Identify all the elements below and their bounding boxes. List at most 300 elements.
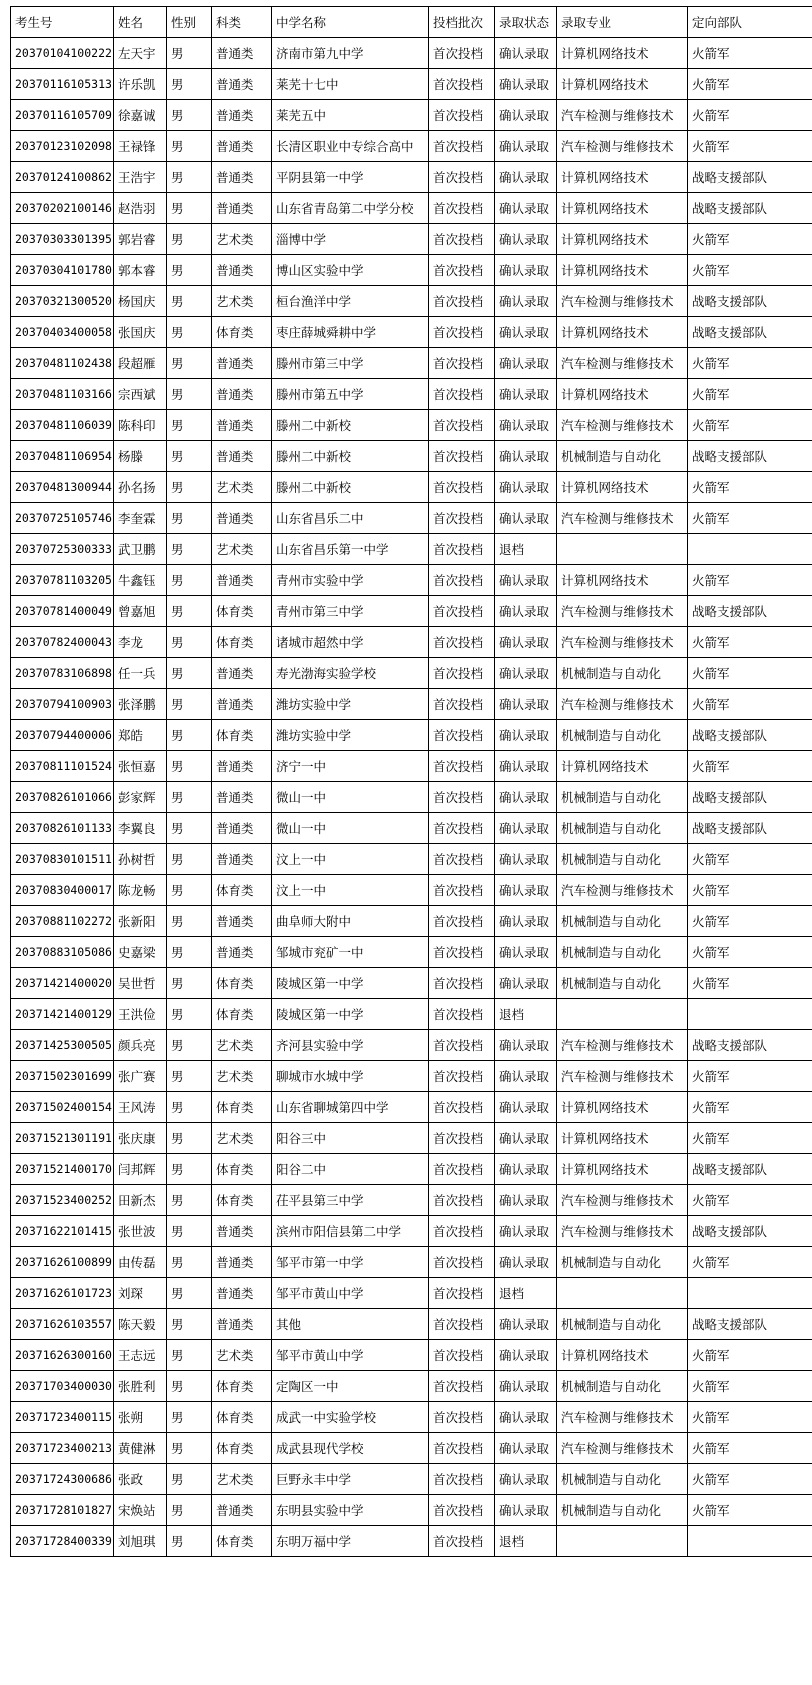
gender-cell: 男 xyxy=(167,1030,212,1061)
gender-cell: 男 xyxy=(167,751,212,782)
major-cell: 机械制造与自动化 xyxy=(557,782,688,813)
gender-cell: 男 xyxy=(167,1464,212,1495)
school-cell: 枣庄薛城舜耕中学 xyxy=(272,317,429,348)
school-cell: 滕州二中新校 xyxy=(272,441,429,472)
name-cell: 杨国庆 xyxy=(114,286,167,317)
table-row xyxy=(11,596,812,627)
major-cell: 汽车检测与维修技术 xyxy=(557,410,688,441)
batch-cell: 首次投档 xyxy=(429,1402,495,1433)
exam-id-cell: 20370123102098 xyxy=(11,131,114,162)
table-row xyxy=(11,565,812,596)
major-cell: 机械制造与自动化 xyxy=(557,1309,688,1340)
gender-cell: 男 xyxy=(167,1309,212,1340)
name-cell: 陈天毅 xyxy=(114,1309,167,1340)
major-cell: 机械制造与自动化 xyxy=(557,1371,688,1402)
gender-cell: 男 xyxy=(167,1185,212,1216)
table-row xyxy=(11,689,812,720)
unit-cell: 火箭军 xyxy=(688,1464,812,1495)
batch-cell: 首次投档 xyxy=(429,1061,495,1092)
school-cell: 微山一中 xyxy=(272,782,429,813)
school-cell: 滕州二中新校 xyxy=(272,472,429,503)
school-cell: 青州市第三中学 xyxy=(272,596,429,627)
unit-cell: 火箭军 xyxy=(688,255,812,286)
name-cell: 王风涛 xyxy=(114,1092,167,1123)
table-row xyxy=(11,286,812,317)
unit-cell: 战略支援部队 xyxy=(688,720,812,751)
batch-cell: 首次投档 xyxy=(429,906,495,937)
exam-id-cell: 20370303301395 xyxy=(11,224,114,255)
gender-cell: 男 xyxy=(167,1495,212,1526)
table-row xyxy=(11,627,812,658)
name-cell: 段超雁 xyxy=(114,348,167,379)
major-cell: 汽车检测与维修技术 xyxy=(557,1402,688,1433)
name-cell: 张胜利 xyxy=(114,1371,167,1402)
table-row xyxy=(11,1278,812,1309)
gender-cell: 男 xyxy=(167,1216,212,1247)
school-cell: 茌平县第三中学 xyxy=(272,1185,429,1216)
status-cell: 确认录取 xyxy=(495,844,557,875)
category-cell: 体育类 xyxy=(212,1371,272,1402)
gender-cell: 男 xyxy=(167,1092,212,1123)
batch-cell: 首次投档 xyxy=(429,503,495,534)
unit-cell: 火箭军 xyxy=(688,565,812,596)
batch-cell: 首次投档 xyxy=(429,875,495,906)
category-cell: 普通类 xyxy=(212,348,272,379)
school-cell: 汶上一中 xyxy=(272,875,429,906)
gender-cell: 男 xyxy=(167,875,212,906)
major-cell: 计算机网络技术 xyxy=(557,69,688,100)
exam-id-cell: 20370783106898 xyxy=(11,658,114,689)
exam-id-cell: 20370481106039 xyxy=(11,410,114,441)
gender-cell: 男 xyxy=(167,1247,212,1278)
unit-cell xyxy=(688,999,812,1030)
unit-cell: 战略支援部队 xyxy=(688,1216,812,1247)
status-cell: 确认录取 xyxy=(495,193,557,224)
school-cell: 成武县现代学校 xyxy=(272,1433,429,1464)
gender-cell: 男 xyxy=(167,1526,212,1557)
unit-cell: 火箭军 xyxy=(688,658,812,689)
table-row xyxy=(11,1402,812,1433)
name-cell: 杨滕 xyxy=(114,441,167,472)
gender-cell: 男 xyxy=(167,224,212,255)
category-cell: 体育类 xyxy=(212,720,272,751)
school-cell: 其他 xyxy=(272,1309,429,1340)
unit-cell: 战略支援部队 xyxy=(688,596,812,627)
exam-id-cell: 20371626103557 xyxy=(11,1309,114,1340)
unit-cell: 火箭军 xyxy=(688,1371,812,1402)
major-cell: 机械制造与自动化 xyxy=(557,720,688,751)
category-cell: 普通类 xyxy=(212,658,272,689)
category-cell: 艺术类 xyxy=(212,534,272,565)
major-cell xyxy=(557,1278,688,1309)
unit-cell xyxy=(688,1278,812,1309)
name-cell: 田新杰 xyxy=(114,1185,167,1216)
category-cell: 艺术类 xyxy=(212,1123,272,1154)
gender-cell: 男 xyxy=(167,1154,212,1185)
school-cell: 青州市实验中学 xyxy=(272,565,429,596)
name-cell: 牛鑫钰 xyxy=(114,565,167,596)
school-cell: 潍坊实验中学 xyxy=(272,720,429,751)
exam-id-cell: 20371723400213 xyxy=(11,1433,114,1464)
school-cell: 桓台渔洋中学 xyxy=(272,286,429,317)
unit-cell: 火箭军 xyxy=(688,689,812,720)
name-cell: 孙名扬 xyxy=(114,472,167,503)
exam-id-cell: 20370782400043 xyxy=(11,627,114,658)
category-cell: 体育类 xyxy=(212,317,272,348)
gender-cell: 男 xyxy=(167,658,212,689)
major-cell: 计算机网络技术 xyxy=(557,224,688,255)
exam-id-cell: 20371523400252 xyxy=(11,1185,114,1216)
exam-id-cell: 20371521301191 xyxy=(11,1123,114,1154)
unit-cell: 火箭军 xyxy=(688,503,812,534)
category-cell: 艺术类 xyxy=(212,1061,272,1092)
unit-cell: 火箭军 xyxy=(688,844,812,875)
table-row xyxy=(11,937,812,968)
school-cell: 东明县实验中学 xyxy=(272,1495,429,1526)
major-cell: 汽车检测与维修技术 xyxy=(557,286,688,317)
exam-id-cell: 20371723400115 xyxy=(11,1402,114,1433)
table-body xyxy=(11,38,812,1557)
batch-cell: 首次投档 xyxy=(429,1154,495,1185)
category-cell: 普通类 xyxy=(212,782,272,813)
category-cell: 普通类 xyxy=(212,503,272,534)
batch-cell: 首次投档 xyxy=(429,1526,495,1557)
exam-id-cell: 20370104100222 xyxy=(11,38,114,69)
unit-cell: 火箭军 xyxy=(688,379,812,410)
school-cell: 阳谷二中 xyxy=(272,1154,429,1185)
batch-cell: 首次投档 xyxy=(429,410,495,441)
category-cell: 体育类 xyxy=(212,1185,272,1216)
name-cell: 孙树哲 xyxy=(114,844,167,875)
batch-cell: 首次投档 xyxy=(429,1433,495,1464)
status-cell: 确认录取 xyxy=(495,410,557,441)
batch-cell: 首次投档 xyxy=(429,751,495,782)
table-row xyxy=(11,906,812,937)
major-cell: 计算机网络技术 xyxy=(557,255,688,286)
major-cell: 计算机网络技术 xyxy=(557,317,688,348)
header-category: 科类 xyxy=(212,7,272,38)
exam-id-cell: 20370826101066 xyxy=(11,782,114,813)
table-row xyxy=(11,875,812,906)
unit-cell: 战略支援部队 xyxy=(688,286,812,317)
major-cell: 计算机网络技术 xyxy=(557,565,688,596)
status-cell: 确认录取 xyxy=(495,348,557,379)
category-cell: 体育类 xyxy=(212,999,272,1030)
table-row xyxy=(11,999,812,1030)
name-cell: 李翼良 xyxy=(114,813,167,844)
category-cell: 体育类 xyxy=(212,596,272,627)
batch-cell: 首次投档 xyxy=(429,1464,495,1495)
school-cell: 陵城区第一中学 xyxy=(272,968,429,999)
table-row xyxy=(11,162,812,193)
batch-cell: 首次投档 xyxy=(429,1495,495,1526)
batch-cell: 首次投档 xyxy=(429,968,495,999)
header-gender: 性别 xyxy=(167,7,212,38)
major-cell: 计算机网络技术 xyxy=(557,472,688,503)
name-cell: 陈科印 xyxy=(114,410,167,441)
major-cell: 汽车检测与维修技术 xyxy=(557,503,688,534)
major-cell: 计算机网络技术 xyxy=(557,1340,688,1371)
header-unit: 定向部队 xyxy=(688,7,812,38)
status-cell: 确认录取 xyxy=(495,286,557,317)
school-cell: 山东省青岛第二中学分校 xyxy=(272,193,429,224)
table-row xyxy=(11,255,812,286)
school-cell: 邹平市黄山中学 xyxy=(272,1340,429,1371)
table-row xyxy=(11,1371,812,1402)
table-row xyxy=(11,100,812,131)
status-cell: 确认录取 xyxy=(495,875,557,906)
name-cell: 张恒嘉 xyxy=(114,751,167,782)
name-cell: 宗西斌 xyxy=(114,379,167,410)
name-cell: 刘琛 xyxy=(114,1278,167,1309)
exam-id-cell: 20370481106954 xyxy=(11,441,114,472)
school-cell: 成武一中实验学校 xyxy=(272,1402,429,1433)
major-cell: 汽车检测与维修技术 xyxy=(557,1433,688,1464)
exam-id-cell: 20371425300505 xyxy=(11,1030,114,1061)
name-cell: 闫邦辉 xyxy=(114,1154,167,1185)
batch-cell: 首次投档 xyxy=(429,1030,495,1061)
unit-cell: 火箭军 xyxy=(688,410,812,441)
gender-cell: 男 xyxy=(167,813,212,844)
unit-cell: 火箭军 xyxy=(688,1402,812,1433)
status-cell: 退档 xyxy=(495,1526,557,1557)
school-cell: 曲阜师大附中 xyxy=(272,906,429,937)
table-row xyxy=(11,441,812,472)
status-cell: 确认录取 xyxy=(495,317,557,348)
table-row xyxy=(11,1216,812,1247)
header-status: 录取状态 xyxy=(495,7,557,38)
unit-cell xyxy=(688,1526,812,1557)
unit-cell: 火箭军 xyxy=(688,968,812,999)
table-row xyxy=(11,1030,812,1061)
name-cell: 史嘉梁 xyxy=(114,937,167,968)
school-cell: 定陶区一中 xyxy=(272,1371,429,1402)
unit-cell: 火箭军 xyxy=(688,100,812,131)
status-cell: 确认录取 xyxy=(495,1433,557,1464)
unit-cell: 火箭军 xyxy=(688,1123,812,1154)
name-cell: 张朔 xyxy=(114,1402,167,1433)
exam-id-cell: 20370116105313 xyxy=(11,69,114,100)
status-cell: 确认录取 xyxy=(495,751,557,782)
status-cell: 确认录取 xyxy=(495,1340,557,1371)
status-cell: 确认录取 xyxy=(495,38,557,69)
status-cell: 确认录取 xyxy=(495,1061,557,1092)
status-cell: 确认录取 xyxy=(495,1185,557,1216)
school-cell: 莱芜五中 xyxy=(272,100,429,131)
table-row xyxy=(11,1154,812,1185)
gender-cell: 男 xyxy=(167,38,212,69)
school-cell: 莱芜十七中 xyxy=(272,69,429,100)
gender-cell: 男 xyxy=(167,100,212,131)
category-cell: 普通类 xyxy=(212,38,272,69)
table-row xyxy=(11,844,812,875)
exam-id-cell: 20370794100903 xyxy=(11,689,114,720)
school-cell: 东明万福中学 xyxy=(272,1526,429,1557)
category-cell: 普通类 xyxy=(212,379,272,410)
status-cell: 确认录取 xyxy=(495,596,557,627)
header-name: 姓名 xyxy=(114,7,167,38)
exam-id-cell: 20370781400049 xyxy=(11,596,114,627)
status-cell: 确认录取 xyxy=(495,441,557,472)
exam-id-cell: 20371626300160 xyxy=(11,1340,114,1371)
category-cell: 体育类 xyxy=(212,1526,272,1557)
school-cell: 山东省聊城第四中学 xyxy=(272,1092,429,1123)
gender-cell: 男 xyxy=(167,999,212,1030)
exam-id-cell: 20371728400339 xyxy=(11,1526,114,1557)
school-cell: 潍坊实验中学 xyxy=(272,689,429,720)
exam-id-cell: 20370321300520 xyxy=(11,286,114,317)
school-cell: 寿光渤海实验学校 xyxy=(272,658,429,689)
category-cell: 普通类 xyxy=(212,937,272,968)
major-cell: 计算机网络技术 xyxy=(557,1123,688,1154)
school-cell: 滕州市第三中学 xyxy=(272,348,429,379)
status-cell: 确认录取 xyxy=(495,1154,557,1185)
name-cell: 吴世哲 xyxy=(114,968,167,999)
school-cell: 诸城市超然中学 xyxy=(272,627,429,658)
status-cell: 确认录取 xyxy=(495,906,557,937)
school-cell: 微山一中 xyxy=(272,813,429,844)
table-row xyxy=(11,1247,812,1278)
status-cell: 确认录取 xyxy=(495,968,557,999)
major-cell: 计算机网络技术 xyxy=(557,38,688,69)
major-cell: 计算机网络技术 xyxy=(557,751,688,782)
gender-cell: 男 xyxy=(167,1123,212,1154)
exam-id-cell: 20370124100862 xyxy=(11,162,114,193)
gender-cell: 男 xyxy=(167,1278,212,1309)
school-cell: 滕州市第五中学 xyxy=(272,379,429,410)
batch-cell: 首次投档 xyxy=(429,100,495,131)
category-cell: 艺术类 xyxy=(212,1340,272,1371)
unit-cell xyxy=(688,534,812,565)
gender-cell: 男 xyxy=(167,472,212,503)
major-cell: 汽车检测与维修技术 xyxy=(557,689,688,720)
status-cell: 确认录取 xyxy=(495,255,557,286)
major-cell: 机械制造与自动化 xyxy=(557,658,688,689)
table-row xyxy=(11,472,812,503)
school-cell: 长清区职业中专综合高中 xyxy=(272,131,429,162)
table-row xyxy=(11,1123,812,1154)
major-cell: 汽车检测与维修技术 xyxy=(557,875,688,906)
major-cell: 机械制造与自动化 xyxy=(557,1495,688,1526)
name-cell: 由传磊 xyxy=(114,1247,167,1278)
unit-cell: 战略支援部队 xyxy=(688,1030,812,1061)
unit-cell: 火箭军 xyxy=(688,1092,812,1123)
name-cell: 王禄锋 xyxy=(114,131,167,162)
exam-id-cell: 20371421400129 xyxy=(11,999,114,1030)
batch-cell: 首次投档 xyxy=(429,1340,495,1371)
table-row xyxy=(11,968,812,999)
table-row xyxy=(11,410,812,441)
name-cell: 张新阳 xyxy=(114,906,167,937)
status-cell: 退档 xyxy=(495,1278,557,1309)
category-cell: 普通类 xyxy=(212,100,272,131)
exam-id-cell: 20371521400170 xyxy=(11,1154,114,1185)
gender-cell: 男 xyxy=(167,193,212,224)
gender-cell: 男 xyxy=(167,286,212,317)
unit-cell: 火箭军 xyxy=(688,1061,812,1092)
category-cell: 体育类 xyxy=(212,627,272,658)
gender-cell: 男 xyxy=(167,906,212,937)
batch-cell: 首次投档 xyxy=(429,1371,495,1402)
status-cell: 确认录取 xyxy=(495,813,557,844)
batch-cell: 首次投档 xyxy=(429,1278,495,1309)
name-cell: 左天宇 xyxy=(114,38,167,69)
school-cell: 陵城区第一中学 xyxy=(272,999,429,1030)
unit-cell: 火箭军 xyxy=(688,472,812,503)
exam-id-cell: 20371626101723 xyxy=(11,1278,114,1309)
batch-cell: 首次投档 xyxy=(429,1185,495,1216)
table-row xyxy=(11,751,812,782)
unit-cell: 火箭军 xyxy=(688,1247,812,1278)
status-cell: 确认录取 xyxy=(495,379,557,410)
exam-id-cell: 20370725105746 xyxy=(11,503,114,534)
gender-cell: 男 xyxy=(167,1433,212,1464)
status-cell: 确认录取 xyxy=(495,627,557,658)
table-row xyxy=(11,658,812,689)
name-cell: 张国庆 xyxy=(114,317,167,348)
exam-id-cell: 20370811101524 xyxy=(11,751,114,782)
table-row xyxy=(11,1495,812,1526)
batch-cell: 首次投档 xyxy=(429,565,495,596)
batch-cell: 首次投档 xyxy=(429,317,495,348)
name-cell: 武卫鹏 xyxy=(114,534,167,565)
gender-cell: 男 xyxy=(167,503,212,534)
batch-cell: 首次投档 xyxy=(429,658,495,689)
name-cell: 黄健淋 xyxy=(114,1433,167,1464)
status-cell: 确认录取 xyxy=(495,1402,557,1433)
major-cell: 计算机网络技术 xyxy=(557,162,688,193)
exam-id-cell: 20371703400030 xyxy=(11,1371,114,1402)
table-row xyxy=(11,1309,812,1340)
gender-cell: 男 xyxy=(167,1061,212,1092)
gender-cell: 男 xyxy=(167,1371,212,1402)
name-cell: 张泽鹏 xyxy=(114,689,167,720)
category-cell: 艺术类 xyxy=(212,224,272,255)
unit-cell: 战略支援部队 xyxy=(688,1154,812,1185)
school-cell: 滨州市阳信县第二中学 xyxy=(272,1216,429,1247)
batch-cell: 首次投档 xyxy=(429,627,495,658)
exam-id-cell: 20371728101827 xyxy=(11,1495,114,1526)
gender-cell: 男 xyxy=(167,844,212,875)
table-row xyxy=(11,224,812,255)
unit-cell: 火箭军 xyxy=(688,627,812,658)
major-cell: 机械制造与自动化 xyxy=(557,844,688,875)
exam-id-cell: 20370826101133 xyxy=(11,813,114,844)
category-cell: 艺术类 xyxy=(212,1464,272,1495)
exam-id-cell: 20370830400017 xyxy=(11,875,114,906)
table-row xyxy=(11,379,812,410)
category-cell: 体育类 xyxy=(212,875,272,906)
name-cell: 彭家辉 xyxy=(114,782,167,813)
unit-cell: 火箭军 xyxy=(688,1185,812,1216)
school-cell: 齐河县实验中学 xyxy=(272,1030,429,1061)
gender-cell: 男 xyxy=(167,937,212,968)
category-cell: 体育类 xyxy=(212,968,272,999)
school-cell: 滕州二中新校 xyxy=(272,410,429,441)
major-cell xyxy=(557,1526,688,1557)
status-cell: 确认录取 xyxy=(495,1092,557,1123)
name-cell: 张广赛 xyxy=(114,1061,167,1092)
name-cell: 刘旭琪 xyxy=(114,1526,167,1557)
major-cell: 机械制造与自动化 xyxy=(557,1464,688,1495)
name-cell: 王洪俭 xyxy=(114,999,167,1030)
major-cell: 计算机网络技术 xyxy=(557,193,688,224)
gender-cell: 男 xyxy=(167,968,212,999)
batch-cell: 首次投档 xyxy=(429,534,495,565)
category-cell: 体育类 xyxy=(212,1433,272,1464)
school-cell: 济宁一中 xyxy=(272,751,429,782)
major-cell: 计算机网络技术 xyxy=(557,379,688,410)
